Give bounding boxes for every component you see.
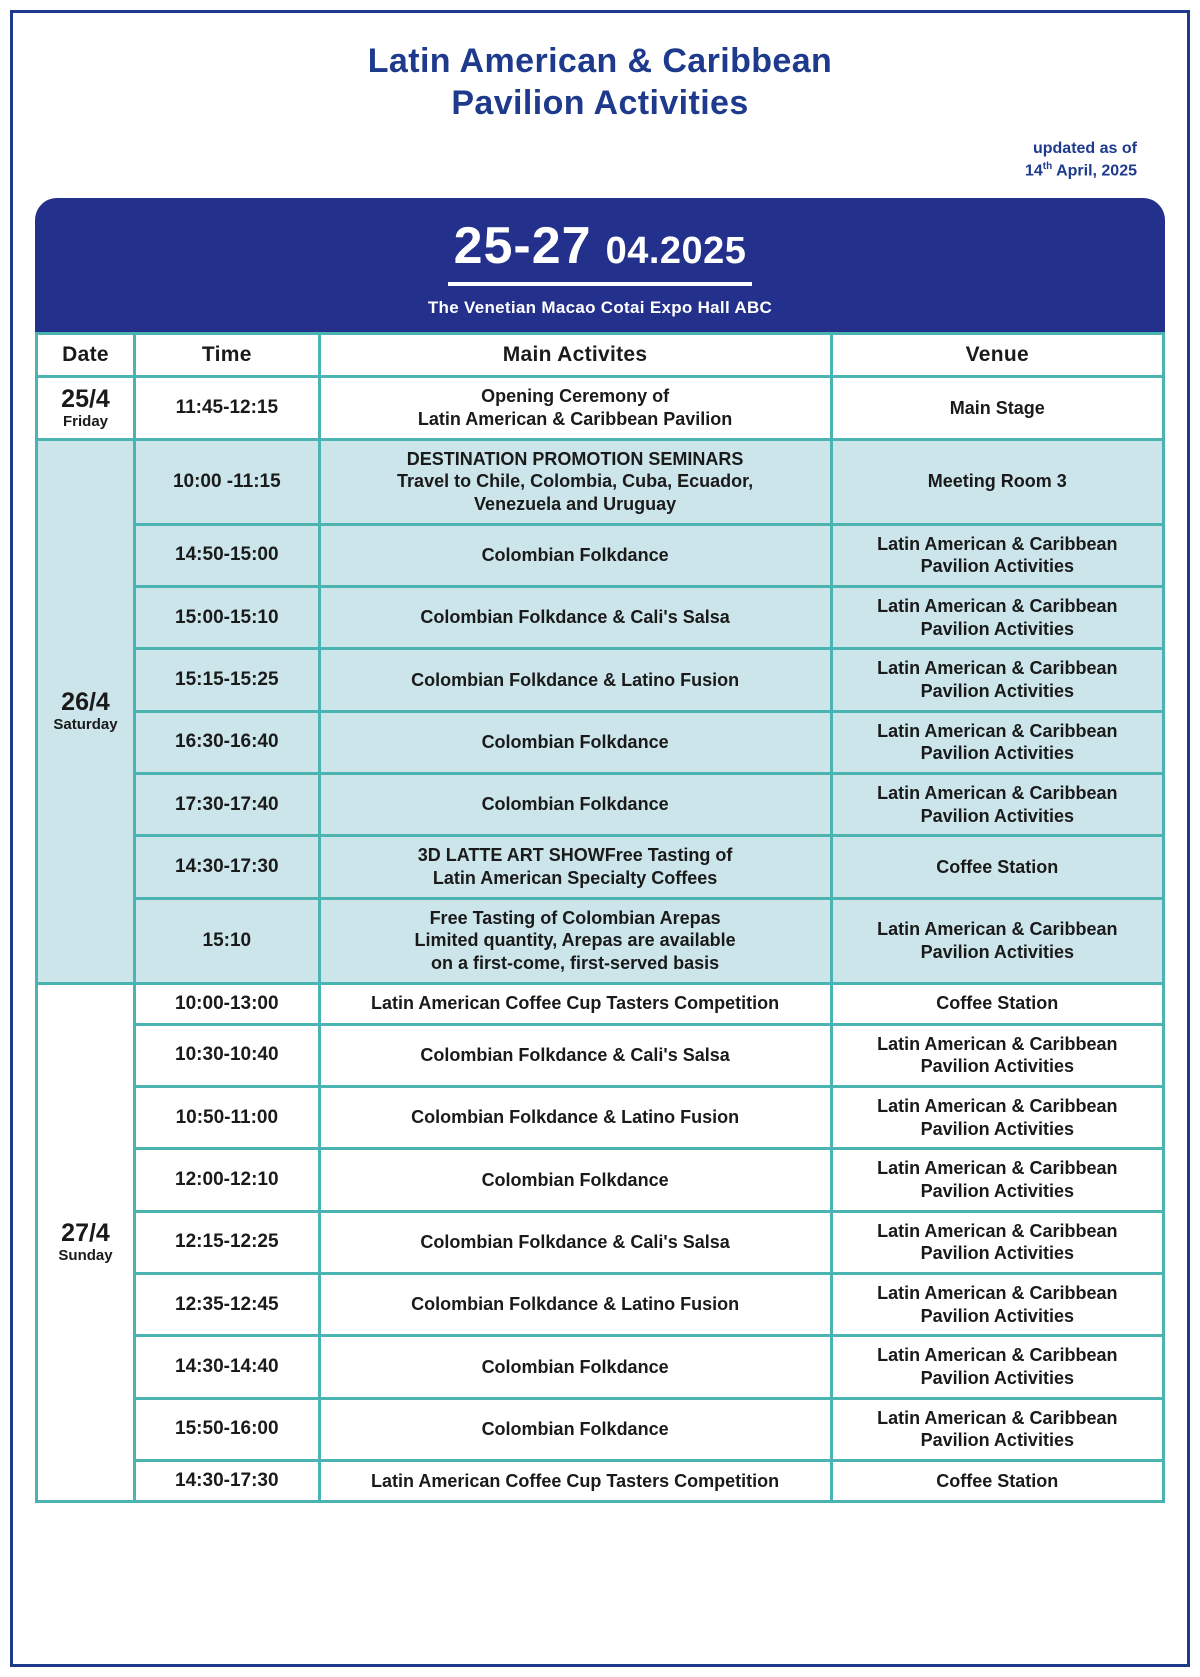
date-number: 27/4 bbox=[61, 1218, 110, 1247]
venue-line: Latin American & Caribbean bbox=[877, 1345, 1118, 1366]
activity-line: Latin American Coffee Cup Tasters Competition bbox=[371, 1470, 780, 1491]
table-row bbox=[38, 1026, 1162, 1085]
schedule-table bbox=[35, 332, 1165, 1503]
page-title bbox=[35, 0, 1165, 124]
table-header-row bbox=[38, 335, 1162, 375]
activity-cell bbox=[321, 1213, 830, 1272]
table-row bbox=[38, 1150, 1162, 1209]
venue-line: Pavilion Activities bbox=[920, 1181, 1074, 1202]
venue-cell bbox=[833, 1400, 1162, 1459]
event-date-block bbox=[448, 216, 753, 286]
venue-cell bbox=[833, 1150, 1162, 1209]
activity-cell bbox=[321, 650, 830, 709]
activity-line: Colombian Folkdance & Latino Fusion bbox=[411, 669, 740, 690]
activity-cell bbox=[321, 1088, 830, 1147]
time-cell: 16:30-16:40 bbox=[136, 713, 318, 772]
activity-line: Colombian Folkdance bbox=[481, 1356, 669, 1377]
activity-line: Travel to Chile, Colombia, Cuba, Ecuador, bbox=[397, 471, 754, 492]
venue-line: Pavilion Activities bbox=[920, 556, 1074, 577]
activity-line: Venezuela and Uruguay bbox=[474, 493, 677, 514]
activity-cell bbox=[321, 1462, 830, 1500]
table-row bbox=[38, 985, 1162, 1023]
venue-cell bbox=[833, 713, 1162, 772]
venue-cell bbox=[833, 900, 1162, 982]
updated-date-day: 14 bbox=[1024, 162, 1043, 180]
date-weekday: Saturday bbox=[53, 716, 118, 734]
venue-line: Latin American & Caribbean bbox=[877, 658, 1118, 679]
activity-cell bbox=[321, 1337, 830, 1396]
updated-date-ordinal: th bbox=[1042, 160, 1053, 172]
time-cell: 10:50-11:00 bbox=[136, 1088, 318, 1147]
date-weekday: Friday bbox=[63, 413, 109, 431]
time-cell: 15:50-16:00 bbox=[136, 1400, 318, 1459]
venue-line: Latin American & Caribbean bbox=[877, 919, 1118, 940]
time-cell: 14:50-15:00 bbox=[136, 526, 318, 585]
venue-line: Meeting Room 3 bbox=[927, 471, 1067, 492]
table-row bbox=[38, 1337, 1162, 1396]
activity-cell bbox=[321, 526, 830, 585]
venue-line: Pavilion Activities bbox=[920, 805, 1074, 826]
venue-line: Pavilion Activities bbox=[920, 681, 1074, 701]
table-row bbox=[38, 900, 1162, 982]
table-row bbox=[38, 441, 1162, 523]
column-header-time: Time bbox=[136, 335, 318, 375]
activity-line: Colombian Folkdance & Latino Fusion bbox=[411, 1294, 740, 1315]
activity-line: Colombian Folkdance bbox=[481, 732, 669, 752]
venue-line: Pavilion Activities bbox=[920, 941, 1074, 962]
activity-line: Colombian Folkdance & Cali's Salsa bbox=[420, 1232, 730, 1253]
venue-line: Coffee Station bbox=[936, 993, 1059, 1014]
time-cell: 14:30-14:40 bbox=[136, 1337, 318, 1396]
venue-cell bbox=[833, 526, 1162, 585]
column-header-activities: Main Activites bbox=[321, 335, 830, 375]
event-banner bbox=[35, 198, 1165, 332]
venue-cell bbox=[833, 775, 1162, 834]
table-row bbox=[38, 1088, 1162, 1147]
table-row bbox=[38, 1213, 1162, 1272]
activity-cell bbox=[321, 775, 830, 834]
time-cell: 11:45-12:15 bbox=[136, 378, 318, 437]
activity-line: on a first-come, first-served basis bbox=[431, 953, 720, 974]
time-cell: 14:30-17:30 bbox=[136, 1462, 318, 1500]
activity-line: Free Tasting of Colombian Arepas bbox=[429, 907, 721, 928]
venue-line: Pavilion Activities bbox=[920, 1056, 1074, 1077]
time-cell: 14:30-17:30 bbox=[136, 837, 318, 896]
venue-cell bbox=[833, 378, 1162, 437]
activity-line: Colombian Folkdance bbox=[481, 544, 669, 565]
venue-cell bbox=[833, 1213, 1162, 1272]
activity-line: Limited quantity, Arepas are available bbox=[414, 930, 736, 951]
venue-cell bbox=[833, 1088, 1162, 1147]
venue-cell bbox=[833, 650, 1162, 709]
activity-line: Colombian Folkdance & Cali's Salsa bbox=[420, 1044, 730, 1065]
date-number: 25/4 bbox=[61, 384, 110, 413]
activity-line: Latin American Coffee Cup Tasters Competition bbox=[371, 993, 780, 1014]
date-cell-25-4 bbox=[38, 378, 133, 437]
time-cell: 10:00-13:00 bbox=[136, 985, 318, 1023]
activity-line: Colombian Folkdance & Latino Fusion bbox=[411, 1107, 740, 1128]
table-row bbox=[38, 1400, 1162, 1459]
activity-cell bbox=[321, 1275, 830, 1334]
table-row bbox=[38, 650, 1162, 709]
venue-line: Coffee Station bbox=[936, 1470, 1059, 1491]
time-cell: 15:15-15:25 bbox=[136, 650, 318, 709]
venue-line: Main Stage bbox=[949, 397, 1045, 418]
activity-cell bbox=[321, 985, 830, 1023]
date-cell-27-4 bbox=[38, 985, 133, 1500]
venue-line: Pavilion Activities bbox=[920, 618, 1074, 639]
activity-line: Latin American Specialty Coffees bbox=[432, 868, 718, 889]
venue-cell bbox=[833, 1462, 1162, 1500]
time-cell: 12:00-12:10 bbox=[136, 1150, 318, 1209]
updated-as-of bbox=[35, 138, 1165, 182]
venue-line: Latin American & Caribbean bbox=[877, 1158, 1118, 1179]
table-row bbox=[38, 588, 1162, 647]
venue-line: Pavilion Activities bbox=[920, 743, 1074, 764]
time-cell: 10:00 -11:15 bbox=[136, 441, 318, 523]
venue-line: Latin American & Caribbean bbox=[877, 720, 1118, 741]
activity-line: Opening Ceremony of bbox=[481, 386, 670, 407]
venue-line: Latin American & Caribbean bbox=[877, 1096, 1118, 1116]
table-row bbox=[38, 713, 1162, 772]
venue-line: Latin American & Caribbean bbox=[877, 1220, 1118, 1241]
column-header-date: Date bbox=[38, 335, 133, 375]
updated-label: updated as of bbox=[1032, 140, 1137, 158]
time-cell: 12:35-12:45 bbox=[136, 1275, 318, 1334]
activity-line: Colombian Folkdance bbox=[481, 794, 669, 815]
venue-line: Latin American & Caribbean bbox=[877, 1407, 1118, 1428]
activity-line: Colombian Folkdance bbox=[481, 1169, 669, 1190]
time-cell: 10:30-10:40 bbox=[136, 1026, 318, 1085]
table-row bbox=[38, 1275, 1162, 1334]
venue-line: Pavilion Activities bbox=[920, 1243, 1074, 1264]
venue-line: Pavilion Activities bbox=[920, 1118, 1074, 1139]
table-row bbox=[38, 1462, 1162, 1500]
venue-cell bbox=[833, 1337, 1162, 1396]
time-cell: 15:00-15:10 bbox=[136, 588, 318, 647]
venue-cell bbox=[833, 837, 1162, 896]
column-header-venue: Venue bbox=[833, 335, 1162, 375]
event-month-year: 04.2025 bbox=[605, 229, 747, 272]
venue-line: Pavilion Activities bbox=[920, 1368, 1074, 1389]
schedule-table-body bbox=[38, 378, 1162, 1500]
time-cell: 17:30-17:40 bbox=[136, 775, 318, 834]
event-date-range: 25-27 bbox=[453, 216, 592, 275]
venue-cell bbox=[833, 1275, 1162, 1334]
table-row bbox=[38, 378, 1162, 437]
venue-cell bbox=[833, 985, 1162, 1023]
venue-line: Pavilion Activities bbox=[920, 1430, 1074, 1451]
table-row bbox=[38, 526, 1162, 585]
schedule-table-head bbox=[38, 335, 1162, 375]
activity-cell bbox=[321, 837, 830, 896]
updated-date-rest: April, 2025 bbox=[1052, 162, 1137, 180]
activity-cell bbox=[321, 1150, 830, 1209]
activity-cell bbox=[321, 713, 830, 772]
venue-cell bbox=[833, 588, 1162, 647]
venue-line: Pavilion Activities bbox=[920, 1305, 1074, 1326]
activity-line: 3D LATTE ART SHOWFree Tasting of bbox=[417, 845, 733, 866]
venue-line: Latin American & Caribbean bbox=[877, 1033, 1118, 1054]
page-title-line-2: Pavilion Activities bbox=[451, 84, 749, 123]
venue-cell bbox=[833, 1026, 1162, 1085]
updated-date bbox=[35, 160, 1137, 182]
page-title-line-1: Latin American & Caribbean bbox=[367, 42, 833, 80]
venue-line: Latin American & Caribbean bbox=[877, 533, 1118, 554]
date-cell-26-4 bbox=[38, 441, 133, 982]
activity-cell bbox=[321, 900, 830, 982]
activity-line: Colombian Folkdance bbox=[481, 1419, 669, 1440]
activity-line: Colombian Folkdance & Cali's Salsa bbox=[420, 607, 730, 628]
table-row bbox=[38, 775, 1162, 834]
time-cell: 15:10 bbox=[136, 900, 318, 982]
table-row bbox=[38, 837, 1162, 896]
activity-cell bbox=[321, 1400, 830, 1459]
activity-line: Latin American & Caribbean Pavilion bbox=[417, 408, 733, 429]
venue-line: Latin American & Caribbean bbox=[877, 595, 1118, 616]
activity-cell bbox=[321, 1026, 830, 1085]
time-cell: 12:15-12:25 bbox=[136, 1213, 318, 1272]
event-venue: The Venetian Macao Cotai Expo Hall ABC bbox=[427, 297, 773, 317]
venue-line: Latin American & Caribbean bbox=[877, 1283, 1118, 1304]
activity-cell bbox=[321, 378, 830, 437]
activity-cell bbox=[321, 441, 830, 523]
date-weekday: Sunday bbox=[58, 1247, 113, 1265]
date-number: 26/4 bbox=[61, 687, 110, 716]
venue-line: Coffee Station bbox=[936, 856, 1059, 877]
venue-cell bbox=[833, 441, 1162, 523]
activity-cell bbox=[321, 588, 830, 647]
venue-line: Latin American & Caribbean bbox=[877, 783, 1118, 804]
activity-line: DESTINATION PROMOTION SEMINARS bbox=[406, 448, 744, 469]
